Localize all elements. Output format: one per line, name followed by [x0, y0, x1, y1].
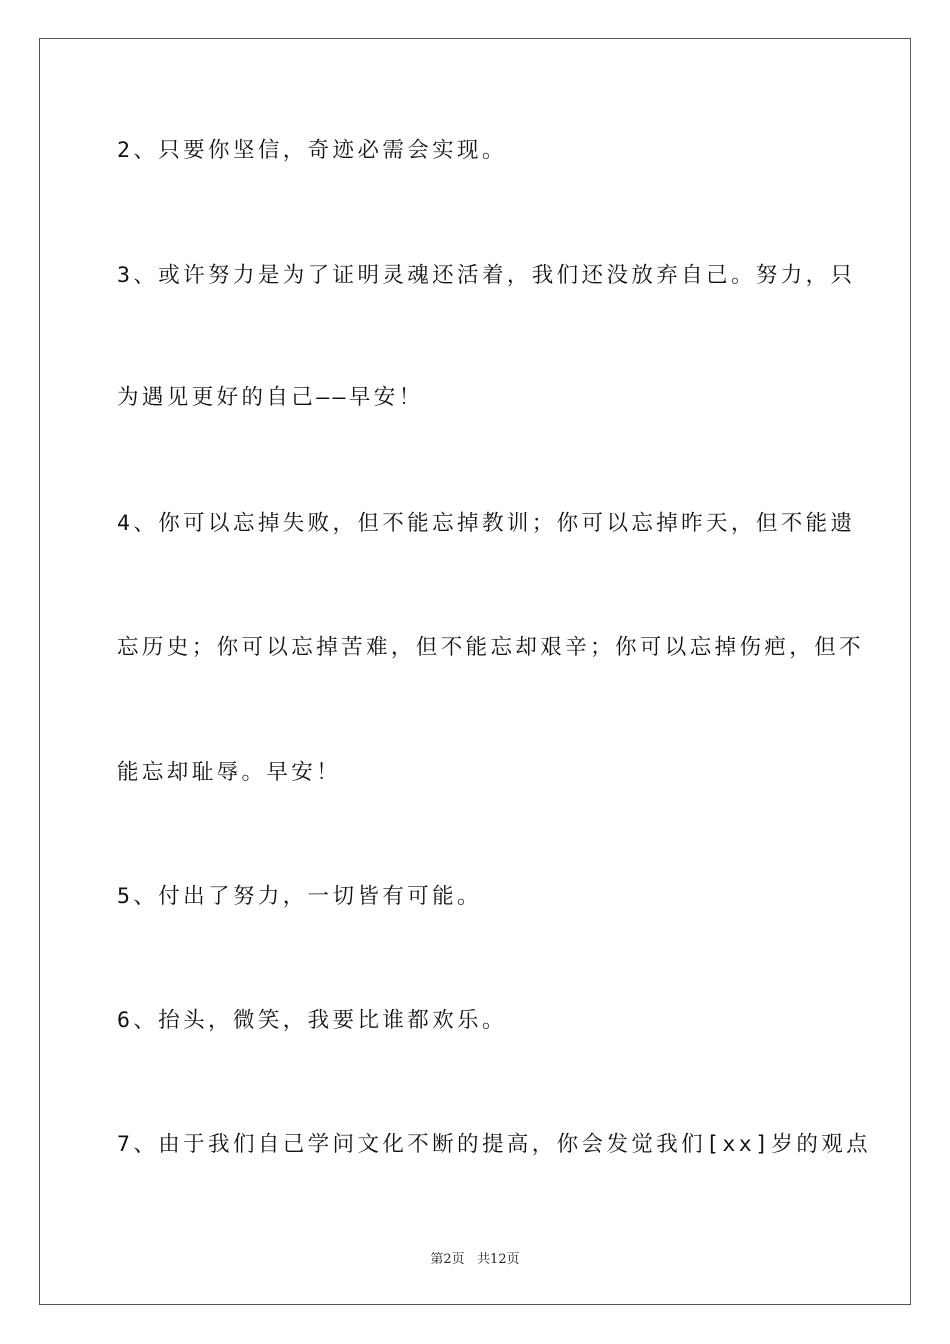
text-line-item-3: 3、或许努力是为了证明灵魂还活着，我们还没放弃自己。努力，只 [117, 263, 856, 288]
text-line-item-4-cont-1: 忘历史；你可以忘掉苦难，但不能忘却艰辛；你可以忘掉伤疤，但不 [117, 635, 865, 660]
text-line-item-4-cont-2: 能忘却耻辱。早安！ [117, 760, 342, 785]
text-line-item-5: 5、付出了努力，一切皆有可能。 [117, 884, 482, 909]
text-line-item-6: 6、抬头，微笑，我要比谁都欢乐。 [117, 1008, 507, 1033]
page-number-footer: 第2页 共12页 [430, 1252, 520, 1267]
text-line-item-4: 4、你可以忘掉失败，但不能忘掉教训；你可以忘掉昨天，但不能遗 [117, 511, 856, 536]
text-line-item-3-cont: 为遇见更好的自己——早安！ [117, 385, 424, 410]
page-border [39, 38, 911, 1305]
text-line-item-2: 2、只要你坚信，奇迹必需会实现。 [117, 138, 507, 163]
text-line-item-7: 7、由于我们自己学问文化不断的提高，你会发觉我们[xx]岁的观点 [117, 1132, 872, 1157]
